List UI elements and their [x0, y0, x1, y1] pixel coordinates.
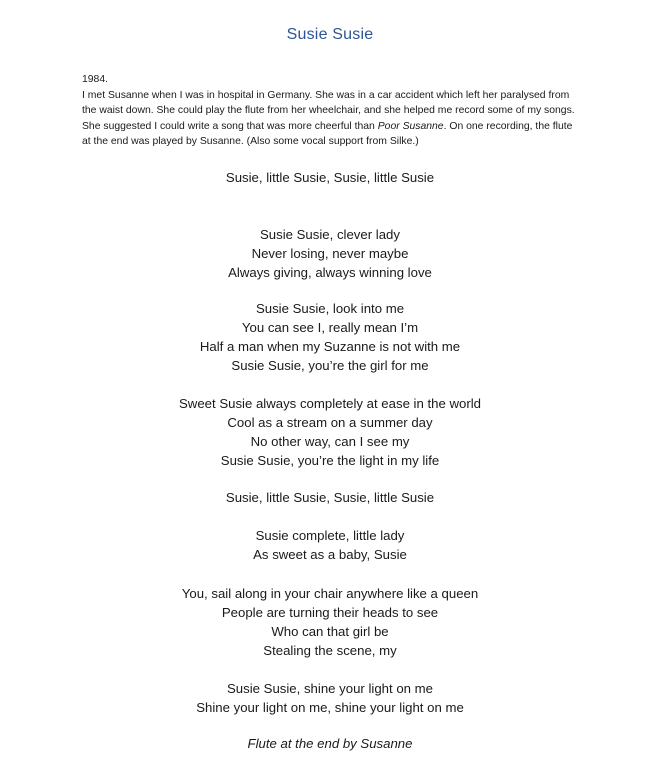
lyric-line: Susie complete, little lady [255, 528, 405, 543]
song-title: Susie Susie [286, 26, 374, 43]
lyric-line: Cool as a stream on a summer day [227, 415, 433, 430]
stanza-7 [0, 584, 660, 660]
lyric-line: Susie Susie, you’re the light in my life [220, 453, 440, 468]
stanza-6 [0, 526, 660, 564]
intro-paragraph [82, 72, 582, 150]
lyric-line: Stealing the scene, my [263, 643, 397, 658]
lyric-line: No other way, can I see my [250, 434, 410, 449]
lyric-line: Susie Susie, clever lady [259, 227, 400, 242]
flute-credit-note: Flute at the end by Susanne [247, 736, 413, 751]
lyric-line: People are turning their heads to see [221, 605, 439, 620]
lyric-line: Always giving, always winning love [228, 265, 432, 280]
lyric-line: Who can that girl be [271, 624, 389, 639]
stanza-8 [0, 679, 660, 717]
lyric-line: Never losing, never maybe [251, 246, 409, 261]
stanza-5 [0, 488, 660, 507]
lyric-line: You can see I, really mean I’m [241, 320, 419, 335]
lyric-line: You, sail along in your chair anywhere like a queen [181, 586, 479, 601]
stanza-3 [0, 299, 660, 375]
stanza-4 [0, 394, 660, 470]
lyric-line: As sweet as a baby, Susie [253, 547, 407, 562]
lyric-line: Shine your light on me, shine your light on me [196, 700, 464, 715]
intro-song-reference: Poor Susanne [377, 120, 444, 132]
intro-text-end: . On one recording, the flute at the end was played by Susanne. (Also some vocal support from Silke.) [82, 120, 573, 148]
lyric-line: Susie Susie, shine your light on me [227, 681, 433, 696]
lyric-line: Susie, little Susie, Susie, little Susie [225, 170, 435, 185]
intro-text-start: I met Susanne when I was in hospital in Germany. She was in a car accident which left her paralysed from the waist down. She could play the flute from her wheelchair, and she helped me record some of my songs. She suggested I could write a song that was more cheerful than [82, 89, 575, 132]
lyric-line: Susie Susie, look into me [255, 301, 405, 316]
stanza-2 [0, 225, 660, 282]
lyric-line: Susie, little Susie, Susie, little Susie [225, 490, 435, 505]
lyric-line: Susie Susie, you’re the girl for me [231, 358, 429, 373]
intro-text [82, 90, 575, 148]
lyric-line: Half a man when my Suzanne is not with me [199, 339, 461, 354]
stanza-1 [0, 168, 660, 187]
lyric-line: Sweet Susie always completely at ease in the world [179, 396, 481, 411]
intro-year: 1984. [82, 74, 109, 85]
